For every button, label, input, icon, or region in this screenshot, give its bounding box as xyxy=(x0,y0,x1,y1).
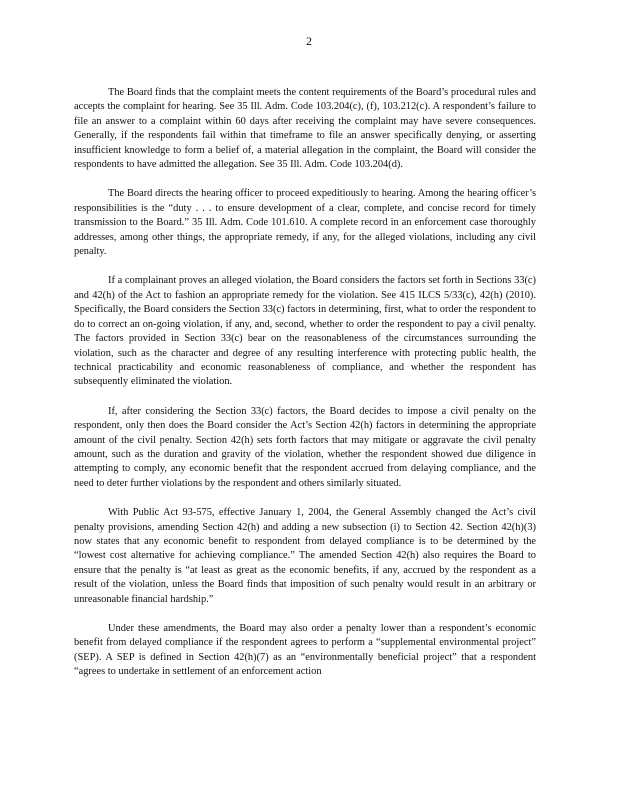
paragraph-sep: Under these amendments, the Board may also order a penalty lower than a respondent’s economic benefit from delayed compliance if the respondent agrees to perform a “supplemental environmental project” (SEP). A SEP is defined in Section 42(h)(7) as an “environmentally beneficial project” that a respondent “agrees to undertake in settlement of an enforcement action xyxy=(74,623,536,678)
paragraph-remedy-factors: If a complainant proves an alleged violation, the Board considers the factors set forth in Sections 33(c) and 42(h) of the Act to fashion an appropriate remedy for the violation. See 415 ILCS 5/33(c), 42(h) (2010). Specifically, the Board considers the Section 33(c) factors in determining, first, what to order the respondent to do to correct an on-going violation, if any, and, second, whether to order the respondent to pay a civil penalty. The factors provided in Section 33(c) bear on the reasonableness of the circumstances surrounding the violation, such as the character and degree of any resulting interference with protecting public health, the technical practicability and economic reasonableness of compliance, and whether the respondent has subsequently eliminated the violation. xyxy=(74,275,536,388)
paragraph-hearing-officer: The Board directs the hearing officer to proceed expeditiously to hearing. Among the hearing officer’s responsibilities is the “duty . . . to ensure development of a clear, complete, and concise record for timely transmission to the Board.” 35 Ill. Adm. Code 101.610. A complete record in an enforcement case thoroughly addresses, among other things, the appropriate remedy, if any, for the alleged violations, including any civil penalty. xyxy=(74,188,536,258)
paragraph-public-act: With Public Act 93-575, effective January 1, 2004, the General Assembly changed the Act’s civil penalty provisions, amending Section 42(h) and adding a new subsection (i) to Section 42. Section 42(h)(3) now states that any economic benefit to respondent from delayed compliance is to be determined by the “lowest cost alternative for achieving compliance.” The amended Section 42(h) also requires the Board to ensure that the penalty is “at least as great as the economic benefits, if any, accrued by the respondent as a result of the violation, unless the Board finds that imposition of such penalty would result in an arbitrary or unreasonable financial hardship.” xyxy=(74,507,536,605)
paragraph-civil-penalty: If, after considering the Section 33(c) factors, the Board decides to impose a civil penalty on the respondent, only then does the Board consider the Act’s Section 42(h) factors in determining the appropriate amount of the civil penalty. Section 42(h) sets forth factors that may mitigate or aggravate the civil penalty amount, such as the duration and gravity of the violation, whether the respondent showed due diligence in attempting to comply, any economic benefit that the respondent accrued from delaying compliance, and the need to deter further violations by the respondent and others similarly situated. xyxy=(74,405,536,489)
page-number: 2 xyxy=(306,34,312,48)
paragraph-complaint-acceptance: The Board finds that the complaint meets the content requirements of the Board’s procedural rules and accepts the complaint for hearing. See 35 Ill. Adm. Code 103.204(c), (f), 103.212(c). A respondent’s failure to file an answer to a complaint within 60 days after receiving the complaint may have severe consequences. Generally, if the respondents fail within that timeframe to file an answer specifically denying, or asserting insufficient knowledge to form a belief of, a material allegation in the complaint, the Board will consider the respondents to have admitted the allegation. See 35 Ill. Adm. Code 103.204(d). xyxy=(74,87,536,171)
document-body xyxy=(74,86,536,695)
